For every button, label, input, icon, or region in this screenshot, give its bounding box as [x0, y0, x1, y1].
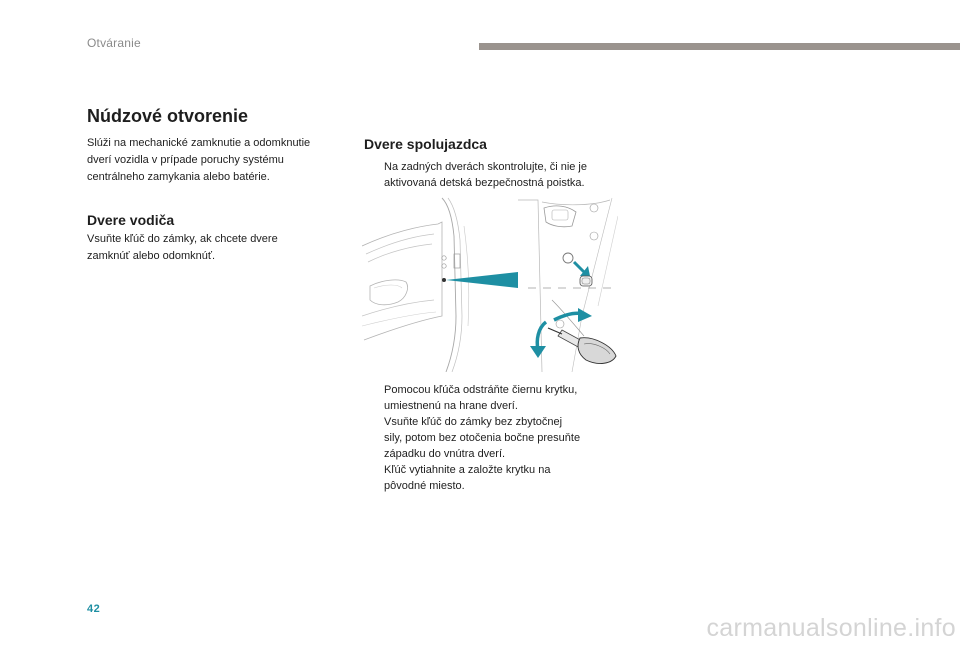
instruction-bullet-3	[364, 462, 624, 494]
instruction-bullet-2	[364, 414, 624, 462]
section-header: Otváranie	[87, 36, 141, 50]
page-title: Núdzové otvorenie	[87, 106, 249, 126]
watermark: carmanualsonline.info	[706, 614, 956, 642]
check-bullet-text: Na zadných dverách skontrolujte, či nie je aktivovaná detská bezpečnostná poistka.	[384, 161, 587, 189]
driver-door-heading: Dvere vodiča	[87, 212, 175, 228]
page-number: 42	[87, 603, 101, 615]
intro-text: Slúži na mechanické zamknutie a odomknutie dverí vozidla v prípade poruchy systému centrálneho zamykania alebo batérie.	[87, 137, 311, 183]
passenger-door-heading: Dvere spolujazdca	[364, 136, 487, 152]
instruction-bullet-1	[364, 382, 624, 414]
instruction-text: Vsuňte kľúč do zámky bez zbytočnej sily, potom bez otočenia bočne presuňte západku do vnútra dverí.	[384, 416, 581, 460]
instruction-text: Kľúč vytiahnite a založte krytku na pôvodné miesto.	[384, 464, 551, 492]
instruction-text: Pomocou kľúča odstráňte čiernu krytku, umiestnenú na hrane dverí.	[384, 384, 578, 412]
header-bar	[479, 43, 960, 50]
door-lock-illustration	[362, 196, 618, 372]
driver-door-text: Vsuňte kľúč do zámky, ak chcete dvere zamknúť alebo odomknúť.	[87, 233, 278, 262]
check-bullet	[364, 159, 624, 191]
